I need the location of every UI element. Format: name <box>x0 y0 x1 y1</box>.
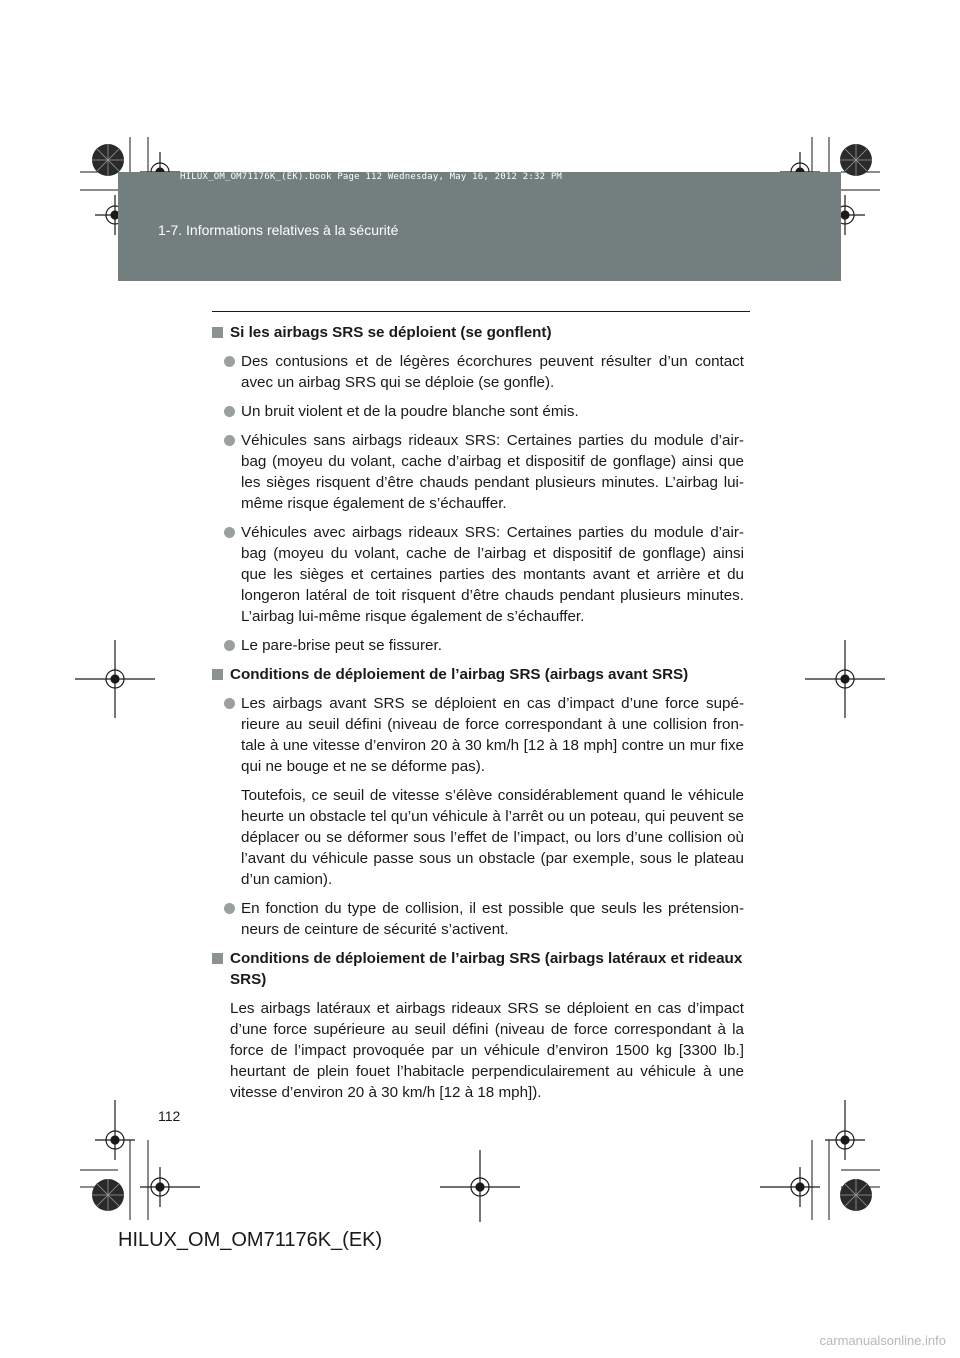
page-content <box>212 322 744 1111</box>
list-item-text: Véhicules avec airbags rideaux SRS: Certaines parties du module d’air-bag (moyeu du volant, cache de l’airbag et dispositif de gonflage) ainsi que les sièges et certaines parties des montants avant et arrière et du longeron latéral de toit risquent d’être chauds pendant plusieurs minutes. L’airbag lui-même risque également de s’échauffer. <box>241 524 744 625</box>
crosshair-target-icon <box>825 1100 865 1160</box>
round-bullet-icon <box>224 406 235 417</box>
starburst-mark-icon <box>92 1179 124 1211</box>
round-bullet-icon <box>224 903 235 914</box>
book-print-stamp: HILUX_OM_OM71176K_(EK).book Page 112 Wednesday, May 16, 2012 2:32 PM <box>180 172 563 182</box>
section-heading <box>212 322 744 343</box>
crosshair-target-icon <box>140 1167 200 1207</box>
list-item-text: Un bruit violent et de la poudre blanche sont émis. <box>241 403 579 420</box>
watermark: carmanualsonline.info <box>819 1333 946 1348</box>
square-bullet-icon <box>212 669 223 680</box>
round-bullet-icon <box>224 435 235 446</box>
list-item <box>212 351 744 393</box>
round-bullet-icon <box>224 640 235 651</box>
list-item-text: Véhicules sans airbags rideaux SRS: Certaines parties du module d’air-bag (moyeu du volant, cache d’airbag et dispositif de gonflage) ainsi que les sièges risquent d’être chauds pendant plusieurs minutes. L’airbag lui-même risque également de s’échauffer. <box>241 432 744 512</box>
list-item <box>212 430 744 514</box>
round-bullet-icon <box>224 698 235 709</box>
document-code: HILUX_OM_OM71176K_(EK) <box>118 1229 383 1251</box>
starburst-mark-icon <box>840 144 872 176</box>
crosshair-target-icon <box>440 1150 520 1222</box>
section-heading-text: Conditions de déploiement de l’airbag SRS (airbags avant SRS) <box>230 666 689 683</box>
list-item-text: Le pare-brise peut se fissurer. <box>241 637 442 654</box>
square-bullet-icon <box>212 953 223 964</box>
section-heading-text: Conditions de déploiement de l’airbag SRS (airbags latéraux et rideaux SRS) <box>230 950 743 988</box>
section-heading <box>212 948 744 990</box>
list-item <box>212 635 744 656</box>
list-item <box>212 522 744 627</box>
list-item-text: Les airbags avant SRS se déploient en cas d’impact d’une force supé-rieure au seuil défini (niveau de force correspondant à une collision fron-tale à une vitesse d’environ 20 à 30 km/h [12 à 18 mph] contre un mur fixe qui ne bouge et ne se déforme pas). <box>241 695 744 775</box>
crosshair-target-icon <box>95 1100 135 1160</box>
paragraph: Toutefois, ce seuil de vitesse s’élève considérablement quand le véhicule heurte un obstacle tel qu’un véhicule à l’arrêt ou un poteau, qui peuvent se déplacer ou se déformer sous l’effet de l’impact, ou lors d’une collision où l’avant du véhicule passe sous un obstacle (par exemple, sous le plateau d’un camion). <box>241 787 744 888</box>
paragraph: Les airbags latéraux et airbags rideaux SRS se déploient en cas d’impact d’une force supérieure au seuil défini (niveau de force correspondant à la force de l’impact provoquée par un véhicule d’environ 1500 kg [3300 lb.] heurtant de plein fouet l’habitacle perpendiculairement au véhicule à une vitesse d’environ 20 à 30 km/h [12 à 18 mph]). <box>230 1000 744 1101</box>
square-bullet-icon <box>212 327 223 338</box>
page-number: 112 <box>158 1108 181 1124</box>
list-item <box>212 401 744 422</box>
list-item-text: En fonction du type de collision, il est possible que seuls les prétension-neurs de ceinture de sécurité s’activent. <box>241 900 744 938</box>
section-title: 1-7. Informations relatives à la sécurité <box>158 222 399 238</box>
list-item <box>212 693 744 777</box>
header-rule <box>212 311 750 312</box>
list-item-text: Des contusions et de légères écorchures peuvent résulter d’un contact avec un airbag SRS qui se déploie (se gonfle). <box>241 353 744 391</box>
crosshair-target-icon <box>805 640 885 718</box>
round-bullet-icon <box>224 356 235 367</box>
starburst-mark-icon <box>840 1179 872 1211</box>
crosshair-target-icon <box>760 1167 820 1207</box>
list-item <box>212 898 744 940</box>
crosshair-target-icon <box>75 640 155 718</box>
section-heading <box>212 664 744 685</box>
round-bullet-icon <box>224 527 235 538</box>
section-heading-text: Si les airbags SRS se déploient (se gonflent) <box>230 324 552 341</box>
